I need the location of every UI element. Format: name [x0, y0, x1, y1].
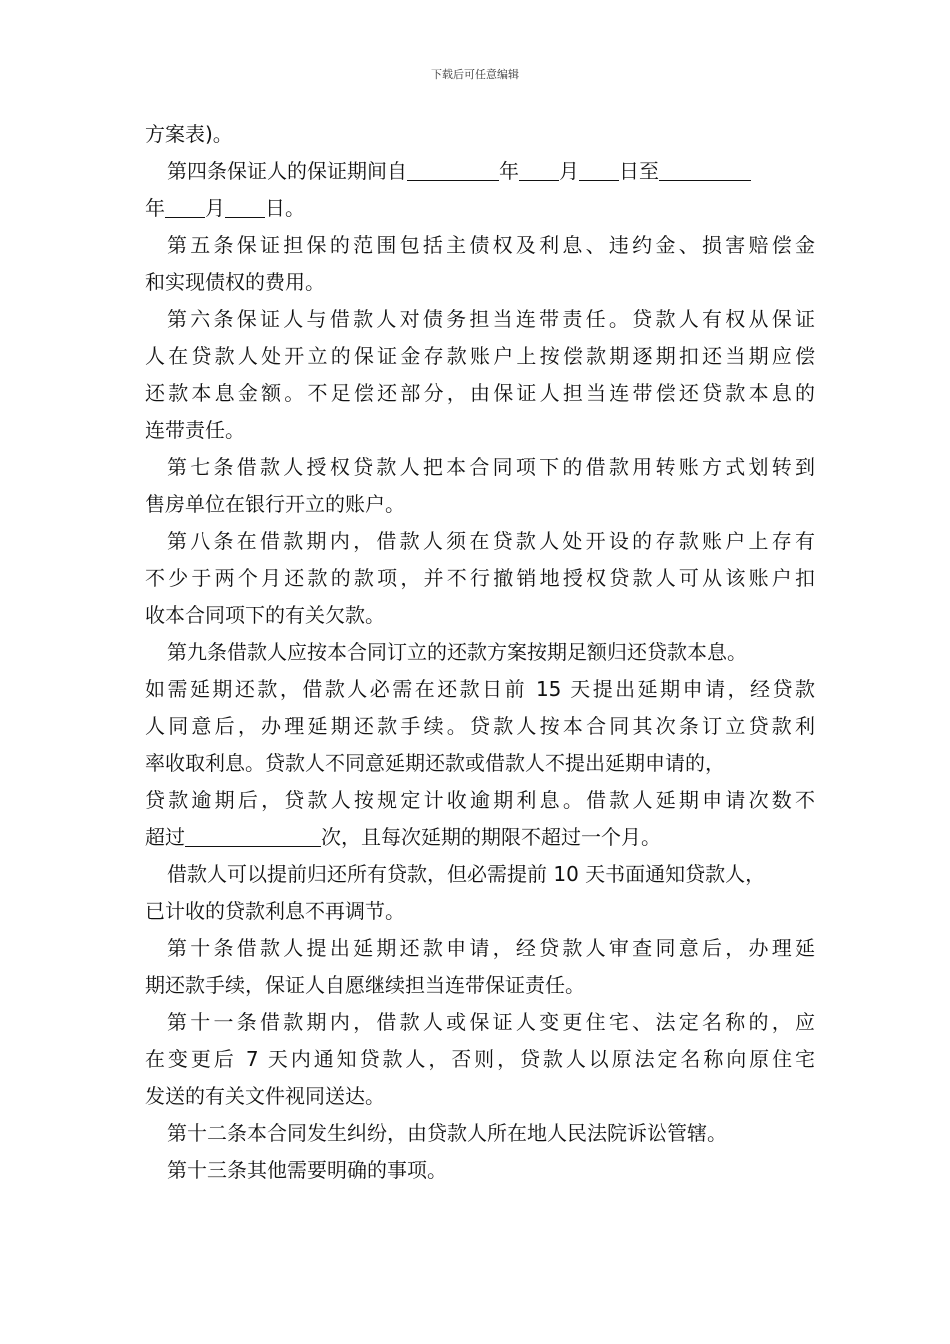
text-fragment: 年	[145, 196, 165, 220]
text-fragment: 日。	[265, 196, 305, 220]
text-line-article-11: 第十一条借款期内，借款人或保证人变更住宅、法定名称的，应	[167, 1010, 815, 1034]
document-body	[145, 116, 815, 1189]
fill-blank-end-year[interactable]	[659, 158, 751, 181]
text-line: 发送的有关文件视同送达。	[145, 1084, 385, 1108]
text-line	[145, 819, 815, 856]
fill-blank-end-day[interactable]	[225, 195, 265, 218]
text-fragment: 月	[559, 159, 579, 183]
text-line: 人同意后，办理延期还款手续。贷款人按本合同其次条订立贷款利	[145, 714, 815, 738]
text-fragment: 超过	[145, 825, 185, 849]
fill-blank-end-month[interactable]	[165, 195, 205, 218]
fill-blank-start-month[interactable]	[519, 158, 559, 181]
fill-blank-start-year[interactable]	[407, 158, 499, 181]
text-line-article-13: 第十三条其他需要明确的事项。	[167, 1158, 447, 1182]
text-line-article-7: 第七条借款人授权贷款人把本合同项下的借款用转账方式划转到	[167, 455, 815, 479]
text-fragment: 次，且每次延期的期限不超过一个月。	[321, 825, 661, 849]
text-line-article-9: 第九条借款人应按本合同订立的还款方案按期足额归还贷款本息。	[167, 640, 747, 664]
text-line-article-6: 第六条保证人与借款人对债务担当连带责任。贷款人有权从保证	[167, 307, 815, 331]
text-line: 售房单位在银行开立的账户。	[145, 492, 405, 516]
text-line: 和实现债权的费用。	[145, 270, 325, 294]
text-line: 贷款逾期后，贷款人按规定计收逾期利息。借款人延期申请次数不	[145, 788, 815, 812]
text-fragment: 月	[205, 196, 225, 220]
text-line-article-10: 第十条借款人提出延期还款申请，经贷款人审查同意后，办理延	[167, 936, 815, 960]
text-line: 期还款手续，保证人自愿继续担当连带保证责任。	[145, 973, 585, 997]
text-line-article-4	[145, 153, 815, 190]
text-line-article-12: 第十二条本合同发生纠纷，由贷款人所在地人民法院诉讼管辖。	[167, 1121, 727, 1145]
page-header: 下载后可任意编辑	[431, 68, 519, 81]
text-line: 在变更后 7 天内通知贷款人，否则，贷款人以原法定名称向原住宅	[145, 1047, 815, 1071]
text-line: 方案表)。	[145, 122, 233, 146]
text-line: 人在贷款人处开立的保证金存款账户上按偿款期逐期扣还当期应偿	[145, 344, 815, 368]
text-line: 率收取利息。贷款人不同意延期还款或借款人不提出延期申请的，	[145, 751, 725, 775]
fill-blank-extension-count[interactable]	[185, 824, 321, 847]
text-line: 如需延期还款，借款人必需在还款日前 15 天提出延期申请，经贷款	[145, 677, 815, 701]
text-fragment: 第四条保证人的保证期间自	[167, 159, 407, 183]
text-fragment: 年	[499, 159, 519, 183]
fill-blank-start-day[interactable]	[579, 158, 619, 181]
text-line: 已计收的贷款利息不再调节。	[145, 899, 405, 923]
text-line: 不少于两个月还款的款项，并不行撤销地授权贷款人可从该账户扣	[145, 566, 815, 590]
text-line: 收本合同项下的有关欠款。	[145, 603, 385, 627]
text-line	[145, 190, 815, 227]
text-fragment: 日至	[619, 159, 659, 183]
text-line-article-5: 第五条保证担保的范围包括主债权及利息、违约金、损害赔偿金	[167, 233, 815, 257]
text-line-article-8: 第八条在借款期内，借款人须在贷款人处开设的存款账户上存有	[167, 529, 815, 553]
text-line: 还款本息金额。不足偿还部分，由保证人担当连带偿还贷款本息的	[145, 381, 815, 405]
text-line-prepayment: 借款人可以提前归还所有贷款，但必需提前 10 天书面通知贷款人，	[167, 862, 766, 886]
text-line: 连带责任。	[145, 418, 245, 442]
